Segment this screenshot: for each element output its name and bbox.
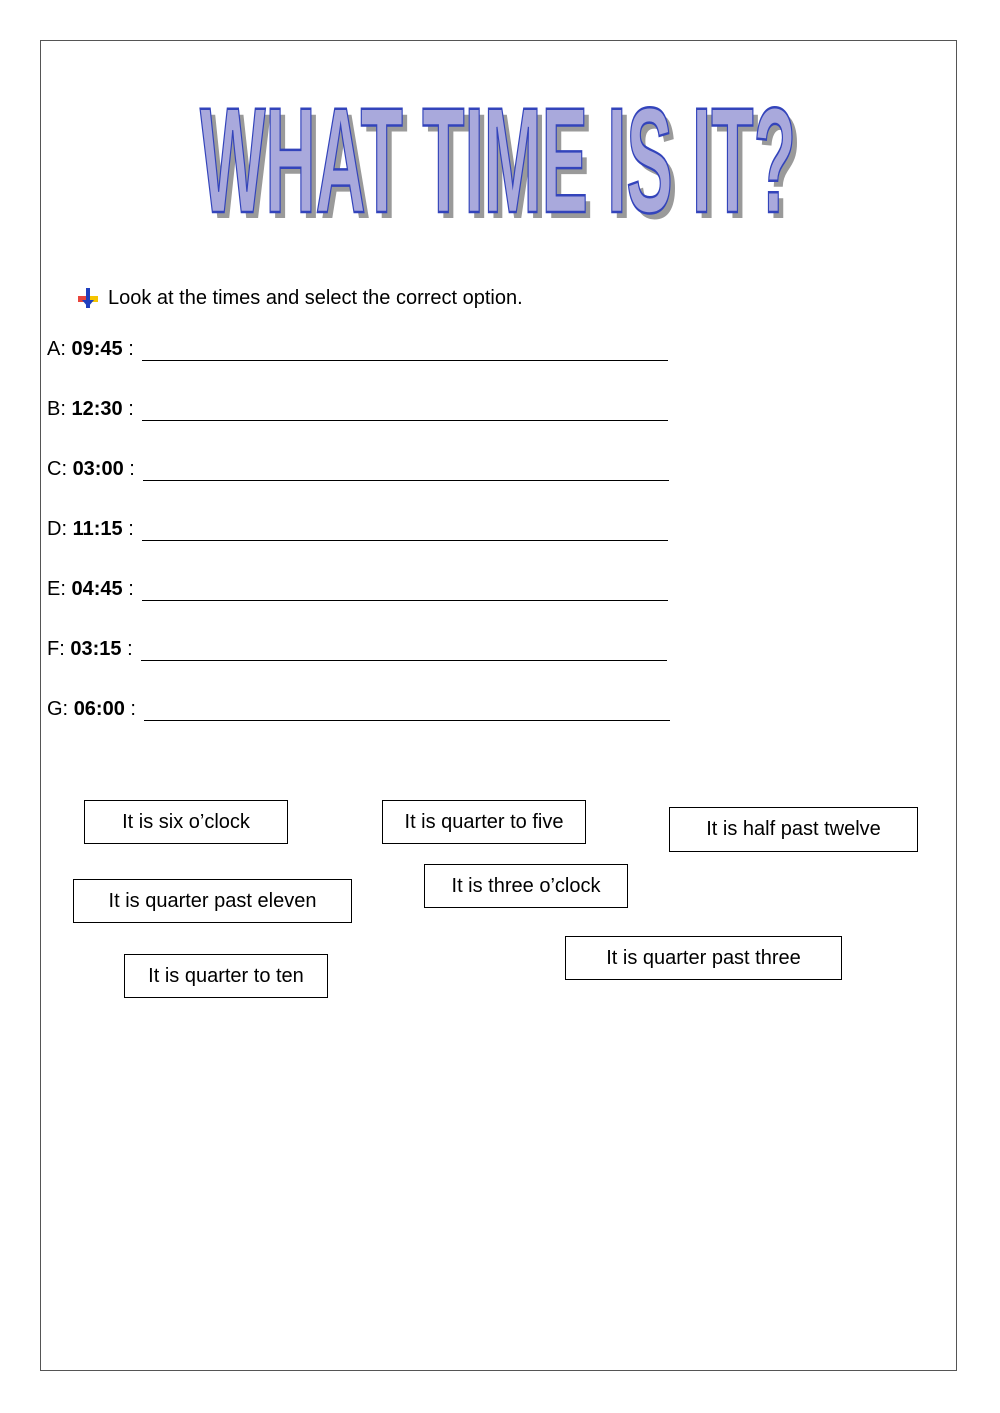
option-six-oclock[interactable]: It is six o’clock (84, 800, 288, 844)
option-three-oclock[interactable]: It is three o’clock (424, 864, 628, 908)
question-letter: B: (47, 398, 66, 420)
instruction-text: Look at the times and select the correct option. (108, 286, 523, 309)
question-g (47, 698, 670, 721)
question-time: 11:15 (72, 518, 123, 540)
question-time: 06:00 (73, 698, 125, 720)
option-half-past-twelve[interactable]: It is half past twelve (669, 807, 918, 852)
option-quarter-to-five[interactable]: It is quarter to five (382, 800, 586, 844)
worksheet-title (190, 40, 810, 230)
question-letter: F: (47, 638, 65, 660)
answer-line[interactable] (143, 458, 669, 481)
question-separator: : (129, 458, 135, 480)
question-letter: G: (47, 698, 69, 720)
question-separator: : (128, 398, 134, 420)
option-quarter-past-three[interactable]: It is quarter past three (565, 936, 842, 980)
question-separator: : (128, 518, 134, 540)
answer-line[interactable] (142, 398, 668, 421)
answer-line[interactable] (142, 518, 668, 541)
question-separator: : (130, 698, 136, 720)
question-a (47, 338, 668, 361)
title-shadow-text: WHAT TIME IS IT? (205, 82, 801, 230)
bullet-arrow-icon (76, 286, 100, 310)
title-text: WHAT TIME IS IT? (200, 76, 796, 230)
answer-line[interactable] (142, 338, 668, 361)
question-c (47, 458, 669, 481)
option-quarter-past-eleven[interactable]: It is quarter past eleven (73, 879, 352, 923)
question-letter: D: (47, 518, 67, 540)
answer-line[interactable] (141, 638, 667, 661)
question-e (47, 578, 668, 601)
instruction (76, 286, 523, 310)
question-time: 03:00 (72, 458, 124, 480)
question-f (47, 638, 667, 661)
question-b (47, 398, 668, 421)
question-time: 09:45 (71, 338, 123, 360)
answer-line[interactable] (142, 578, 668, 601)
question-letter: E: (47, 578, 66, 600)
question-time: 04:45 (71, 578, 123, 600)
question-d (47, 518, 668, 541)
option-quarter-to-ten[interactable]: It is quarter to ten (124, 954, 328, 998)
question-letter: C: (47, 458, 67, 480)
question-time: 12:30 (71, 398, 123, 420)
question-letter: A: (47, 338, 66, 360)
question-time: 03:15 (70, 638, 122, 660)
question-separator: : (127, 638, 133, 660)
question-separator: : (128, 338, 134, 360)
question-separator: : (128, 578, 134, 600)
answer-line[interactable] (144, 698, 670, 721)
